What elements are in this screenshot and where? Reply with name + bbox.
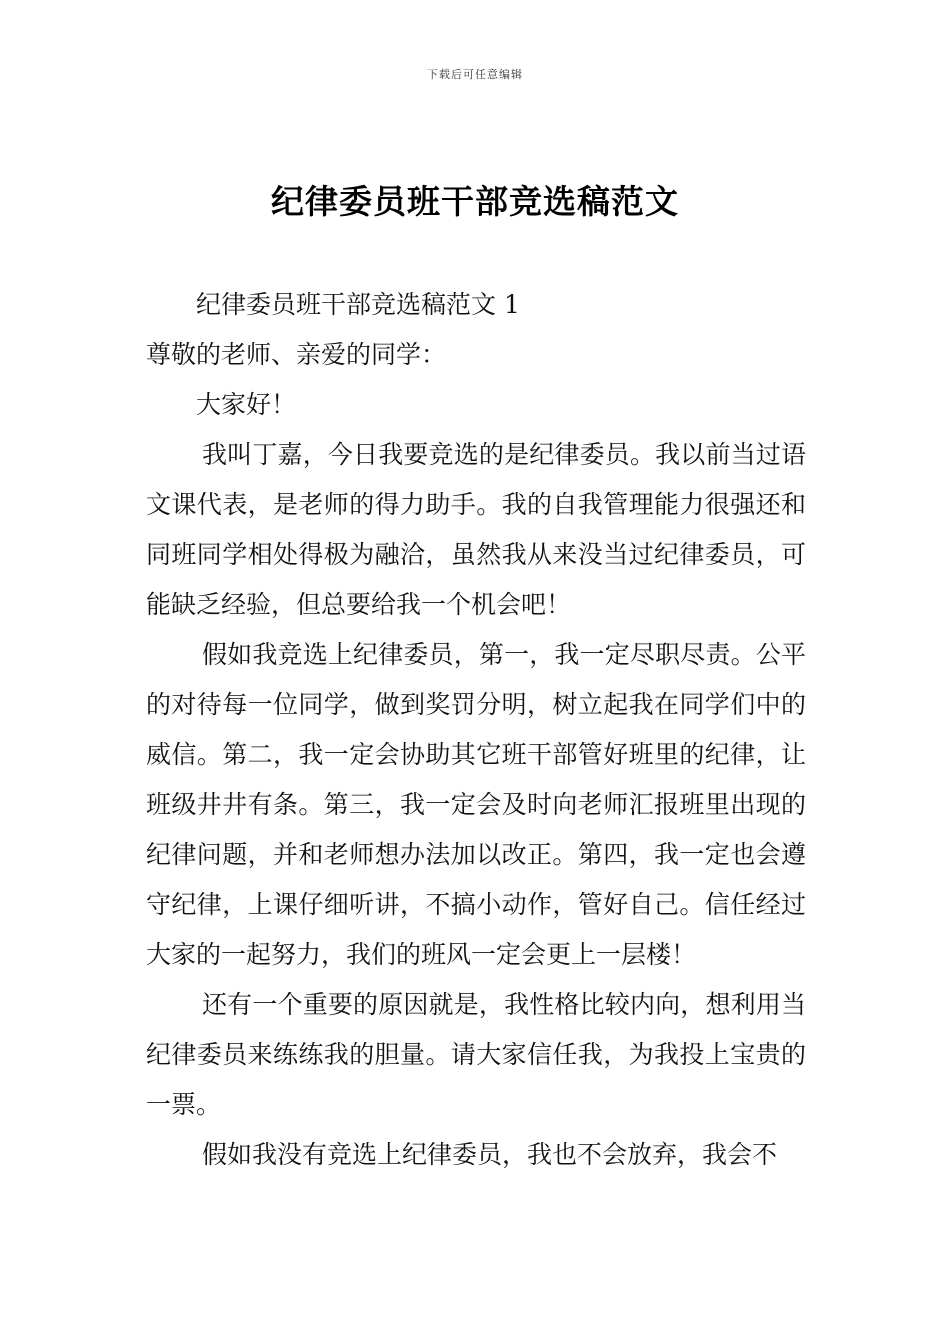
header-note: 下载后可任意编辑 <box>427 68 523 81</box>
paragraph: 假如我竞选上纪律委员，第一，我一定尽职尽责。公平的对待每一位同学，做到奖罚分明，树立起我在同学们中的威信。第二，我一定会协助其它班干部管好班里的纪律，让班级井井有条。第三，我一定会及时向老师汇报班里出现的纪律问题，并和老师想办法加以改正。第四，我一定也会遵守纪律，上课仔细听讲，不搞小动作，管好自己。信任经过大家的一起努力，我们的班风一定会更上一层楼！ <box>146 640 806 969</box>
greeting: 大家好！ <box>196 390 297 419</box>
document-title: 纪律委员班干部竞选稿范文 <box>271 182 679 221</box>
salutation: 尊敬的老师、亲爱的同学： <box>146 340 447 369</box>
paragraph: 还有一个重要的原因就是，我性格比较内向，想利用当纪律委员来练练我的胆量。请大家信任我，为我投上宝贵的一票。 <box>146 990 806 1119</box>
document-body <box>146 280 806 1180</box>
paragraph: 我叫丁嘉，今日我要竞选的是纪律委员。我以前当过语文课代表，是老师的得力助手。我的自我管理能力很强还和同班同学相处得极为融洽，虽然我从来没当过纪律委员，可能缺乏经验，但总要给我一个机会吧！ <box>146 440 806 619</box>
paragraph: 假如我没有竞选上纪律委员，我也不会放弃，我会不 <box>202 1140 778 1169</box>
section-heading: 纪律委员班干部竞选稿范文 1 <box>196 290 520 319</box>
